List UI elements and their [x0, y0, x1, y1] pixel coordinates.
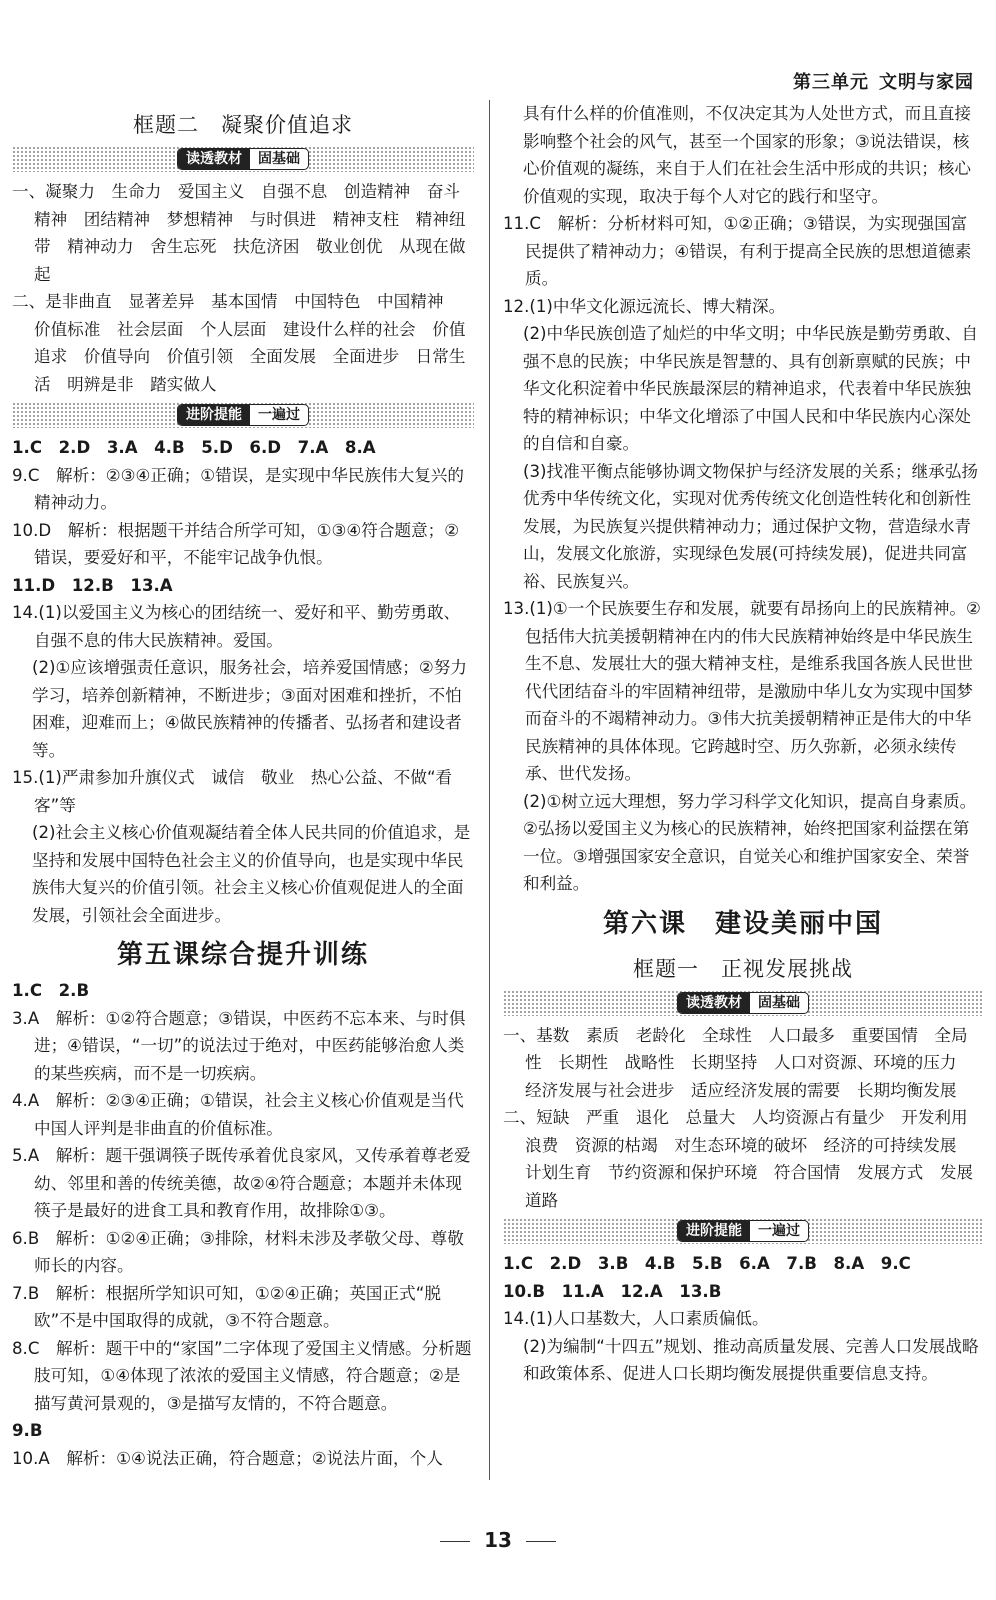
answer-block: 一、基数 素质 老龄化 全球性 人口最多 重要国情 全局性 长期性 战略性 长期坚持 人口对资源、环境的压力 经济发展与社会进步 适应经济发展的需要 长期均衡发展	[503, 1025, 974, 1100]
answer-line: 9.B	[12, 1421, 43, 1440]
page-header	[793, 68, 974, 94]
answer-item: 14.(1)人口基数大，人口素质偏低。	[503, 1309, 769, 1328]
answer-block: 二、是非曲直 显著差异 基本国情 中国特色 中国精神 价值标准 社会层面 个人层面 建设什么样的社会 价值追求 价值导向 价值引领 全面发展 全面进步 日常生活 明辨是非 踏实做人	[12, 292, 466, 394]
answer-item: 14.(1)以爱国主义为核心的团结统一、爱好和平、勤劳勇敢、自强不息的伟大民族精神。爱国。	[12, 603, 461, 650]
page-number-text: 13	[484, 1528, 512, 1552]
answer-item: (2)社会主义核心价值观凝结着全体人民共同的价值追求，是坚持和发展中国特色社会主义的价值导向，也是实现中华民族伟大复兴的价值引领。社会主义核心价值观促进人的全面发展，引领社会全面进步。	[32, 823, 471, 925]
left-column	[12, 100, 474, 1472]
lesson-title: 第五课综合提升训练	[116, 940, 369, 970]
section-band-basics	[12, 146, 474, 172]
answer-item: 10.A 解析：①④说法正确，符合题意；②说法片面，个人	[12, 1448, 443, 1468]
column-divider	[489, 100, 490, 1480]
answer-line: 11.D 12.B 13.A	[12, 575, 173, 595]
band-tag	[177, 404, 309, 426]
answer-line: 1.C 2.D 3.A 4.B 5.D 6.D 7.A 8.A	[12, 438, 376, 457]
answer-item: 8.C 解析：题干中的“家国”二字体现了爱国主义情感。分析题肢可知，①④体现了浓浓的爱国主义情感，符合题意；②是描写黄河景观的，③是描写友情的，不符合题意。	[12, 1338, 472, 1413]
answer-item: 12.(1)中华文化源远流长、博大精深。	[503, 296, 786, 316]
answer-item: 5.A 解析：题干强调筷子既传承着优良家风，又传承着尊老爱幼、邻里和善的传统美德，故②④符合题意；本题并未体现筷子是最好的进食工具和教育作用，故排除①③。	[12, 1146, 471, 1220]
answer-line: 1.C 2.B	[12, 981, 90, 1000]
answer-item: (2)中华民族创造了灿烂的中华文明；中华民族是勤劳勇敢、自强不息的民族；中华民族是智慧的、具有创新禀赋的民族；中华文化积淀着中华民族最深层的精神追求，代表着中华民族独特的精神标识；中华文化增添了中国人民和中华民族内心深处的自信和自豪。	[523, 324, 978, 453]
band-tag-left: 读透教材	[178, 149, 250, 169]
band-tag-right: 固基础	[758, 994, 800, 1011]
answer-item: (2)为编制“十四五”规划、推动高质量发展、完善人口发展战略和政策体系、促进人口长期均衡发展提供重要信息支持。	[523, 1336, 979, 1383]
answer-line: 10.B 11.A 12.A 13.B	[503, 1281, 722, 1301]
answer-item: 11.C 解析：分析材料可知，①②正确；③错误，为实现强国富民提供了精神动力；④错误，有利于提高全民族的思想道德素质。	[503, 214, 972, 288]
band-tag	[677, 992, 809, 1014]
lesson-title: 第六课 建设美丽中国	[602, 908, 883, 939]
answer-item: (2)①树立远大理想，努力学习科学文化知识，提高自身素质。②弘扬以爱国主义为核心的民族精神，始终把国家利益摆在第一位。③增强国家安全意识，自觉关心和维护国家安全、荣誉和利益。	[523, 791, 977, 893]
answer-item: 4.A 解析：②③④正确；①错误，社会主义核心价值观是当代中国人评判是非曲直的价值标准。	[12, 1091, 464, 1138]
section-band-advanced	[503, 1218, 983, 1244]
section-band-basics	[503, 990, 983, 1016]
answer-item: (2)①应该增强责任意识，服务社会，培养爱国情感；②努力学习，培养创新精神，不断进步；③面对困难和挫折，不怕困难，迎难而上；④做民族精神的传播者、弘扬者和建设者等。	[32, 658, 467, 760]
band-tag	[677, 1220, 809, 1242]
section-band-advanced	[12, 402, 474, 428]
unit-title: 文明与家园	[879, 72, 974, 93]
band-tag	[177, 148, 309, 170]
right-column	[503, 100, 983, 1388]
answer-item: (3)找准平衡点能够协调文物保护与经济发展的关系；继承弘扬优秀中华传统文化，实现对优秀传统文化创造性转化和创新性发展，为民族复兴提供精神动力；通过保护文物，营造绿水青山，发展文化旅游，实现绿色发展(可持续发展)，促进共同富裕、民族复兴。	[523, 461, 978, 591]
dash-right	[526, 1541, 556, 1543]
answer-block: 二、短缺 严重 退化 总量大 人均资源占有量少 开发利用 浪费 资源的枯竭 对生态环境的破坏 经济的可持续发展 计划生育 节约资源和保护环境 符合国情 发展方式 发展道路	[503, 1108, 985, 1210]
answer-item: 6.B 解析：①②④正确；③排除，材料未涉及孝敬父母、尊敬师长的内容。	[12, 1228, 464, 1275]
band-tag-right: 固基础	[258, 151, 300, 167]
dash-left	[440, 1541, 470, 1543]
unit-label: 第三单元	[793, 72, 869, 93]
band-tag-left: 进阶提能	[678, 1221, 750, 1241]
band-tag-left: 读透教材	[678, 993, 750, 1013]
answer-item: 15.(1)严肃参加升旗仪式 诚信 敬业 热心公益、不做“看客”等	[12, 768, 453, 815]
band-tag-right: 一遍过	[758, 1223, 800, 1239]
answer-line: 1.C 2.D 3.B 4.B 5.B 6.A 7.B 8.A 9.C	[503, 1254, 911, 1273]
answer-item: 13.(1)①一个民族要生存和发展，就要有昂扬向上的民族精神。②包括伟大抗美援朝精神在内的伟大民族精神始终是中华民族生生不息、发展壮大的强大精神支柱，是维系我国各族人民世世代代团结奋斗的牢固精神纽带，是激励中华儿女为实现中国梦而奋斗的不竭精神动力。③伟大抗美援朝精神正是伟大的中华民族精神的具体体现。它跨越时空、历久弥新，必须永续传承、世代发扬。	[503, 599, 981, 783]
page-number	[0, 1528, 996, 1552]
answer-block: 一、凝聚力 生命力 爱国主义 自强不息 创造精神 奋斗精神 团结精神 梦想精神 与时俱进 精神支柱 精神纽带 精神动力 舍生忘死 扶危济困 敬业创优 从现在做起	[12, 182, 466, 284]
answer-item: 10.D 解析：根据题干并结合所学可知，①③④符合题意；②错误，要爱好和平，不能牢记战争仇恨。	[12, 520, 460, 567]
band-tag-right: 一遍过	[258, 407, 300, 423]
answer-item: 3.A 解析：①②符合题意；③错误，中医药不忘本来、与时俱进；④错误，“一切”的说法过于绝对，中医药能够治愈人类的某些疾病，而不是一切疾病。	[12, 1008, 466, 1083]
answer-item: 具有什么样的价值准则，不仅决定其为人处世方式，而且直接影响整个社会的风气，甚至一个国家的形象；③说法错误，核心价值观的凝练，来自于人们在社会生活中形成的共识；核心价值观的实现，取决于每个人对它的践行和坚守。	[523, 104, 972, 206]
band-tag-left: 进阶提能	[178, 405, 250, 425]
answer-item: 9.C 解析：②③④正确；①错误，是实现中华民族伟大复兴的精神动力。	[12, 465, 464, 512]
section-title: 框题二 凝聚价值追求	[133, 113, 353, 137]
section-title: 框题一 正视发展挑战	[633, 956, 853, 981]
answer-item: 7.B 解析：根据所学知识可知，①②④正确；英国正式“脱欧”不是中国取得的成就，③不符合题意。	[12, 1283, 441, 1330]
